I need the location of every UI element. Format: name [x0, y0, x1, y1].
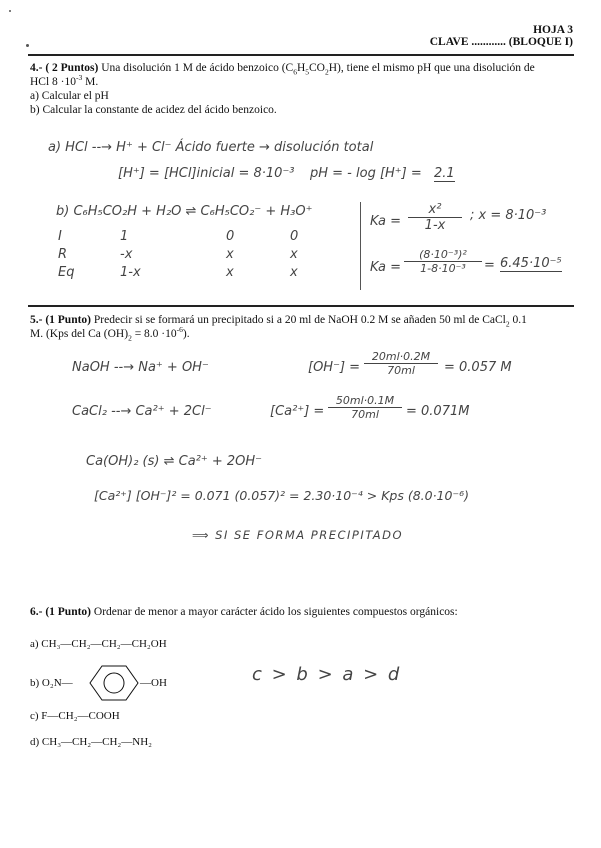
q4b-result: 6.45·10⁻⁵	[500, 256, 562, 271]
scan-speck	[26, 44, 29, 47]
question-5: 5.- (1 Punto) Predecir si se formará un precipitado si a 20 ml de NaOH 0.2 M se añaden 50 ml de CaCl$_2$ 0.1 M. (Kps del Ca $(OH)_2 = 8.0 \cdot 10^{-6}$).	[30, 314, 527, 343]
sheet-number: HOJA 3	[533, 24, 573, 36]
question-4-number: 4.- ( 2 Puntos)	[30, 62, 99, 74]
question-6: 6.- (1 Punto) Ordenar de menor a mayor carácter ácido los siguientes compuestos orgánicos:	[30, 606, 458, 618]
question-4: 4.- ( 2 Puntos) Una disolución 1 M de ácido benzoico $(C_6H_5CO_2H)$, tiene el mismo pH que una disolución de HCl $8 \cdot 10^{-3}$ M. a) Calcular el pH b) Calcular la constante de acidez del ácido benzoico.	[30, 61, 578, 117]
question-5-number: 5.- (1 Punto)	[30, 314, 92, 326]
q6-handwritten-answer: c > b > a > d	[252, 664, 402, 685]
compound-b: b) O₂N— —OH	[30, 670, 250, 696]
compound-c: c) F—CH₂—COOH	[30, 710, 120, 722]
header-divider	[28, 54, 574, 56]
question-4-part-a: a) Calcular el pH	[30, 90, 109, 102]
compound-a: a) CH₃—CH₂—CH₂—CH₂OH	[30, 638, 167, 650]
scan-speck	[9, 10, 11, 12]
benzene-ring-icon	[88, 664, 140, 702]
q4a-result: 2.1	[434, 166, 455, 181]
question-4-part-b: b) Calcular la constante de acidez del ácido benzoico.	[30, 104, 277, 116]
q5-conclusion: ⟹ SI SE FORMA PRECIPITADO	[192, 528, 403, 542]
answer-key-label: CLAVE ............ (BLOQUE I)	[429, 36, 573, 48]
q4-divider	[28, 305, 574, 307]
compound-d: d) CH₃—CH₂—CH₂—NH₂	[30, 736, 152, 748]
ka-divider	[360, 202, 361, 290]
ice-row-labels: I R Eq	[58, 229, 75, 280]
question-6-number: 6.- (1 Punto)	[30, 606, 92, 618]
